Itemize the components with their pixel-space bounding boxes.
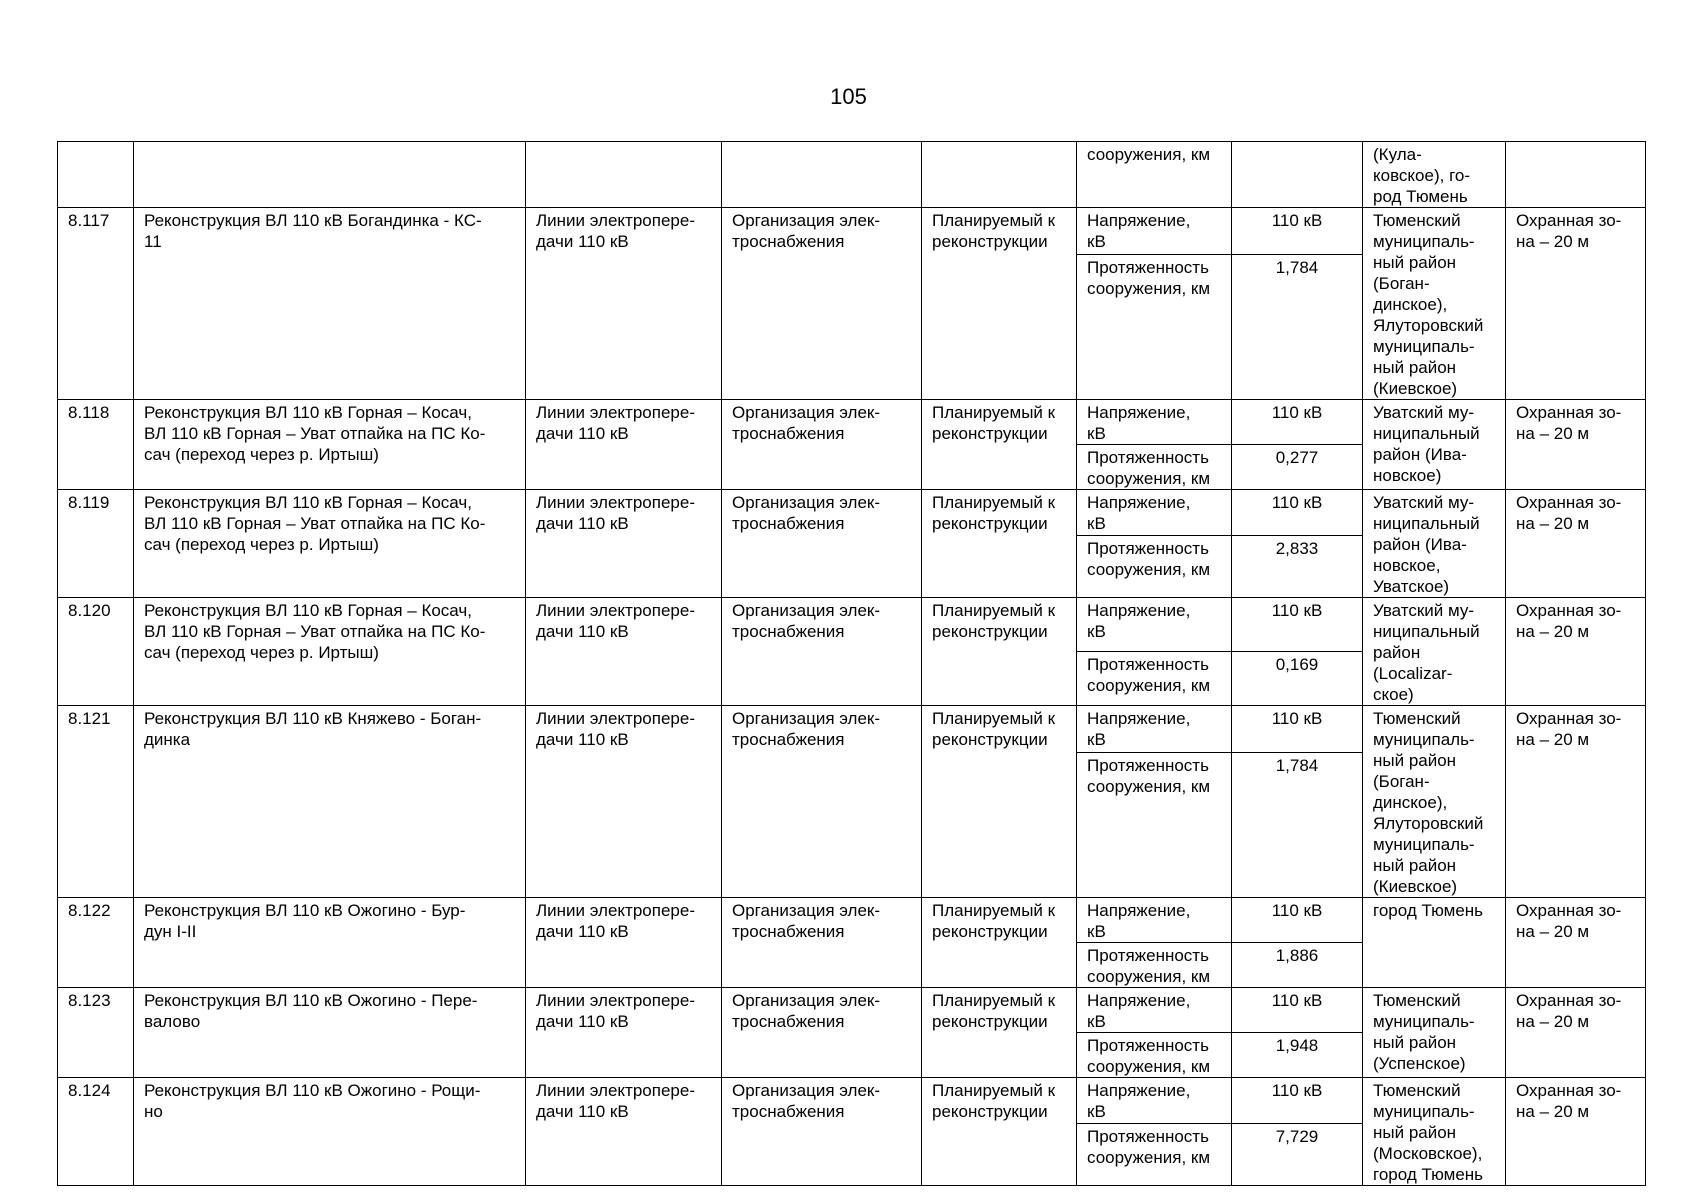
protection-zone: Охранная зо- на – 20 м [1506,1078,1646,1186]
value-cell [1232,142,1363,208]
row-number: 8.118 [58,400,134,490]
protection-zone: Охранная зо- на – 20 м [1506,490,1646,598]
object-name: Реконструкция ВЛ 110 кВ Богандинка - КС- 11 [134,208,526,400]
object-type: Линии электропере- дачи 110 кВ [526,490,722,598]
object-location: город Тюмень [1363,898,1506,988]
object-location: Тюменский муниципаль- ный район (Боган- динское), Ялуторовский муниципаль- ный район (Киевское) [1363,208,1506,400]
param-length-label: Протяженность сооружения, км [1077,255,1232,400]
protection-zone: Охранная зо- на – 20 м [1506,208,1646,400]
param-length-label: Протяженность сооружения, км [1077,943,1232,988]
param-length-value: 1,784 [1232,255,1363,400]
table-row [58,490,1646,536]
object-type: Линии электропере- дачи 110 кВ [526,598,722,706]
param-length-value: 1,886 [1232,943,1363,988]
object-name: Реконструкция ВЛ 110 кВ Ожогино - Бур- дун I-II [134,898,526,988]
param-voltage-value: 110 кВ [1232,598,1363,652]
param-voltage-value: 110 кВ [1232,400,1363,445]
protection-zone: Охранная зо- на – 20 м [1506,400,1646,490]
table-row [58,598,1646,652]
param-voltage-value: 110 кВ [1232,706,1363,753]
object-status: Планируемый к реконструкции [922,898,1077,988]
param-length-label: Протяженность сооружения, км [1077,652,1232,706]
param-length-value: 0,277 [1232,445,1363,490]
object-location: Тюменский муниципаль- ный район (Московское), город Тюмень [1363,1078,1506,1186]
row-number: 8.120 [58,598,134,706]
object-status: Планируемый к реконструкции [922,988,1077,1078]
param-length-label: Протяженность сооружения, км [1077,535,1232,597]
object-location: Уватский му- ниципальный район (Localizar- ское) [1363,598,1506,706]
param-voltage-label: Напряжение, кВ [1077,208,1232,255]
param-length-label: Протяженность сооружения, км [1077,1033,1232,1078]
object-purpose: Организация элек- троснабжения [722,208,922,400]
param-length-label: Протяженность сооружения, км [1077,753,1232,898]
row-number: 8.123 [58,988,134,1078]
table-row [58,208,1646,255]
param-length-value: 1,948 [1232,1033,1363,1078]
object-purpose: Организация элек- троснабжения [722,490,922,598]
param-voltage-label: Напряжение, кВ [1077,400,1232,445]
object-purpose: Организация элек- троснабжения [722,988,922,1078]
param-voltage-value: 110 кВ [1232,898,1363,943]
table-row [58,1078,1646,1124]
param-length-label: Протяженность сооружения, км [1077,445,1232,490]
param-length-value: 1,784 [1232,753,1363,898]
object-name: Реконструкция ВЛ 110 кВ Княжево - Боган- динка [134,706,526,898]
protection-zone: Охранная зо- на – 20 м [1506,898,1646,988]
empty-cell [722,142,922,208]
protection-zone: Охранная зо- на – 20 м [1506,988,1646,1078]
param-voltage-label: Напряжение, кВ [1077,706,1232,753]
object-status: Планируемый к реконструкции [922,1078,1077,1186]
empty-cell [58,142,134,208]
param-voltage-label: Напряжение, кВ [1077,598,1232,652]
location-cell: (Кула- ковское), го- род Тюмень [1363,142,1506,208]
object-status: Планируемый к реконструкции [922,490,1077,598]
table-row [58,400,1646,445]
object-location: Уватский му- ниципальный район (Ива- новское, Уватское) [1363,490,1506,598]
row-number: 8.122 [58,898,134,988]
zone-cell [1506,142,1646,208]
param-voltage-label: Напряжение, кВ [1077,490,1232,536]
object-purpose: Организация элек- троснабжения [722,598,922,706]
object-location: Уватский му- ниципальный район (Ива- новское) [1363,400,1506,490]
object-name: Реконструкция ВЛ 110 кВ Горная – Косач, ВЛ 110 кВ Горная – Уват отпайка на ПС Ко- сач (переход через р. Иртыш) [134,400,526,490]
object-type: Линии электропере- дачи 110 кВ [526,898,722,988]
param-length-value: 7,729 [1232,1123,1363,1185]
object-type: Линии электропере- дачи 110 кВ [526,706,722,898]
table-row [58,988,1646,1033]
object-type: Линии электропере- дачи 110 кВ [526,400,722,490]
param-length-label: Протяженность сооружения, км [1077,1123,1232,1185]
param-voltage-label: Напряжение, кВ [1077,1078,1232,1124]
object-location: Тюменский муниципаль- ный район (Боган- динское), Ялуторовский муниципаль- ный район (Киевское) [1363,706,1506,898]
object-name: Реконструкция ВЛ 110 кВ Горная – Косач, ВЛ 110 кВ Горная – Уват отпайка на ПС Ко- сач (переход через р. Иртыш) [134,490,526,598]
object-status: Планируемый к реконструкции [922,208,1077,400]
param-length-value: 2,833 [1232,535,1363,597]
table-row [58,706,1646,753]
param-cell: сооружения, км [1077,142,1232,208]
param-voltage-label: Напряжение, кВ [1077,988,1232,1033]
object-type: Линии электропере- дачи 110 кВ [526,1078,722,1186]
object-name: Реконструкция ВЛ 110 кВ Горная – Косач, ВЛ 110 кВ Горная – Уват отпайка на ПС Ко- сач (переход через р. Иртыш) [134,598,526,706]
page-number: 105 [830,84,867,109]
param-voltage-value: 110 кВ [1232,1078,1363,1124]
object-status: Планируемый к реконструкции [922,706,1077,898]
empty-cell [526,142,722,208]
empty-cell [134,142,526,208]
objects-table [57,141,1646,1186]
object-type: Линии электропере- дачи 110 кВ [526,208,722,400]
row-number: 8.124 [58,1078,134,1186]
object-status: Планируемый к реконструкции [922,400,1077,490]
object-name: Реконструкция ВЛ 110 кВ Ожогино - Рощи- но [134,1078,526,1186]
row-number: 8.117 [58,208,134,400]
row-number: 8.121 [58,706,134,898]
object-purpose: Организация элек- троснабжения [722,898,922,988]
param-voltage-value: 110 кВ [1232,208,1363,255]
object-purpose: Организация элек- троснабжения [722,706,922,898]
object-name: Реконструкция ВЛ 110 кВ Ожогино - Пере- валово [134,988,526,1078]
row-number: 8.119 [58,490,134,598]
table-row-continuation [58,142,1646,208]
object-status: Планируемый к реконструкции [922,598,1077,706]
protection-zone: Охранная зо- на – 20 м [1506,598,1646,706]
object-purpose: Организация элек- троснабжения [722,400,922,490]
param-length-value: 0,169 [1232,652,1363,706]
param-voltage-value: 110 кВ [1232,490,1363,536]
object-location: Тюменский муниципаль- ный район (Успенское) [1363,988,1506,1078]
object-purpose: Организация элек- троснабжения [722,1078,922,1186]
protection-zone: Охранная зо- на – 20 м [1506,706,1646,898]
empty-cell [922,142,1077,208]
table-row [58,898,1646,943]
param-voltage-label: Напряжение, кВ [1077,898,1232,943]
object-type: Линии электропере- дачи 110 кВ [526,988,722,1078]
param-voltage-value: 110 кВ [1232,988,1363,1033]
